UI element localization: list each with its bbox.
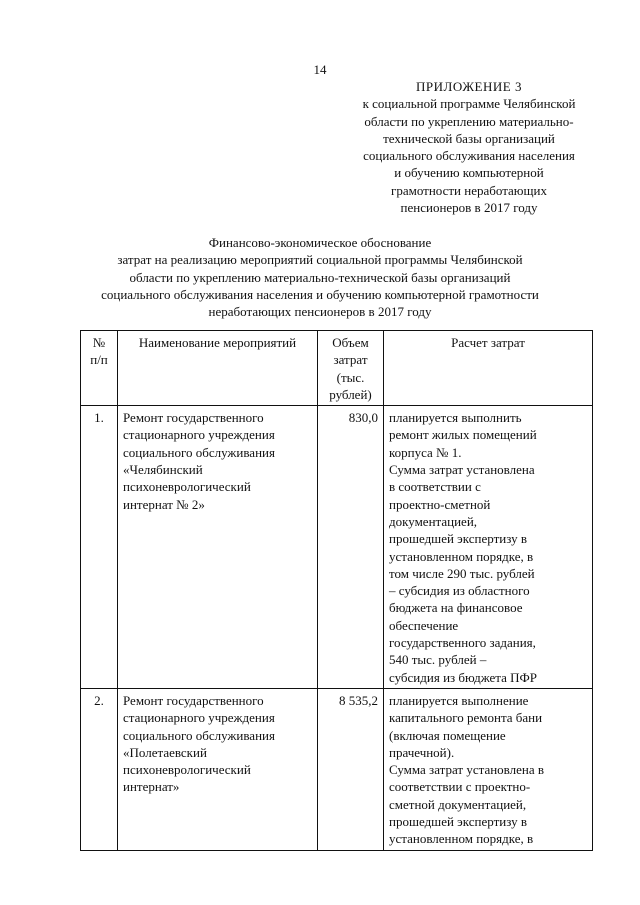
row-name-line: психоневрологический [123, 479, 251, 495]
justification-heading [60, 234, 580, 320]
page-number: 14 [313, 62, 327, 77]
header-num [81, 331, 118, 406]
row-name-line: социального обслуживания [123, 444, 275, 460]
row-calc-line: том числе 290 тыс. рублей [389, 565, 535, 581]
header-calc: Расчет затрат [384, 331, 593, 406]
row-calc-line: планируется выполнение [389, 692, 529, 708]
row-calc-line: прошедшей экспертизу в [389, 814, 527, 830]
row-name-line: интернат № 2» [123, 496, 205, 512]
row-calc-line: Сумма затрат установлена [389, 462, 535, 478]
row-name-line: «Челябинский [123, 462, 203, 478]
header-volume-line: затрат [333, 352, 368, 368]
row-name-line: стационарного учреждения [123, 710, 275, 726]
row-name [118, 688, 318, 850]
appendix-header [322, 78, 616, 216]
row-name-line: интернат» [123, 779, 180, 795]
row-name-line: стационарного учреждения [123, 427, 275, 443]
row-calc-line: соответствии с проектно- [389, 779, 531, 795]
row-calc-line: в соответствии с [389, 479, 481, 495]
costs-table [80, 330, 593, 851]
appendix-title: ПРИЛОЖЕНИЕ 3 [416, 79, 522, 94]
appendix-line: к социальной программе Челябинской [362, 96, 576, 112]
row-calc-line: обеспечение [389, 617, 459, 633]
appendix-line: и обучению компьютерной [394, 165, 544, 181]
row-name-line: Ремонт государственного [123, 692, 264, 708]
row-calc-line: установленном порядке, в [389, 548, 534, 564]
row-calc-line: бюджета на финансовое [389, 600, 523, 616]
row-name-line: «Полетаевский [123, 744, 207, 760]
header-volume [318, 331, 384, 406]
justification-line: Финансово-экономическое обоснование [208, 235, 432, 250]
row-calc-line: субсидия из бюджета ПФР [389, 669, 538, 685]
row-calc-line: Сумма затрат установлена в [389, 762, 545, 778]
header-volume-line: Объем [332, 335, 369, 350]
row-name-line: Ремонт государственного [123, 410, 264, 426]
justification-line: неработающих пенсионеров в 2017 году [208, 304, 432, 320]
table-row [81, 406, 593, 689]
table-row [81, 688, 593, 850]
row-volume: 830,0 [318, 406, 384, 689]
header-volume-line: рублей) [329, 386, 372, 402]
row-calc-line: государственного задания, [389, 635, 536, 651]
appendix-line: области по укреплению материально- [364, 113, 574, 129]
header-num-line: п/п [90, 352, 108, 368]
row-volume: 8 535,2 [318, 688, 384, 850]
row-num: 1. [81, 406, 118, 689]
row-name [118, 406, 318, 689]
row-calc-line: сметной документацией, [389, 796, 527, 812]
appendix-line: грамотности неработающих [390, 182, 547, 198]
row-name-line: психоневрологический [123, 762, 251, 778]
row-num: 2. [81, 688, 118, 850]
row-calc-line: проектно-сметной [389, 496, 491, 512]
row-calc-line: (включая помещение [389, 727, 506, 743]
row-calc-line: – субсидия из областного [389, 583, 530, 599]
table-header-row [81, 331, 593, 406]
appendix-line: социального обслуживания населения [363, 148, 575, 164]
row-calc-line: установленном порядке, в [389, 831, 534, 847]
header-name: Наименование мероприятий [118, 331, 318, 406]
row-calc-line: 540 тыс. рублей – [389, 652, 487, 668]
row-name-line: социального обслуживания [123, 727, 275, 743]
row-calc-line: корпуса № 1. [389, 444, 462, 460]
row-calc-line: документацией, [389, 513, 478, 529]
row-calc [384, 406, 593, 689]
row-calc-line: капитального ремонта бани [389, 710, 543, 726]
justification-line: социального обслуживания населения и обучению компьютерной грамотности [101, 286, 539, 302]
appendix-line: пенсионеров в 2017 году [400, 200, 538, 216]
row-calc-line: планируется выполнить [389, 410, 522, 426]
row-calc [384, 688, 593, 850]
row-calc-line: прошедшей экспертизу в [389, 531, 527, 547]
row-calc-line: ремонт жилых помещений [389, 427, 537, 443]
appendix-line: технической базы организаций [383, 130, 555, 146]
header-volume-line: (тыс. [336, 369, 365, 385]
justification-line: области по укреплению материально-технической базы организаций [129, 269, 511, 285]
header-num-line: № [92, 335, 106, 350]
row-calc-line: прачечной). [389, 744, 455, 760]
justification-line: затрат на реализацию мероприятий социальной программы Челябинской [117, 252, 523, 268]
